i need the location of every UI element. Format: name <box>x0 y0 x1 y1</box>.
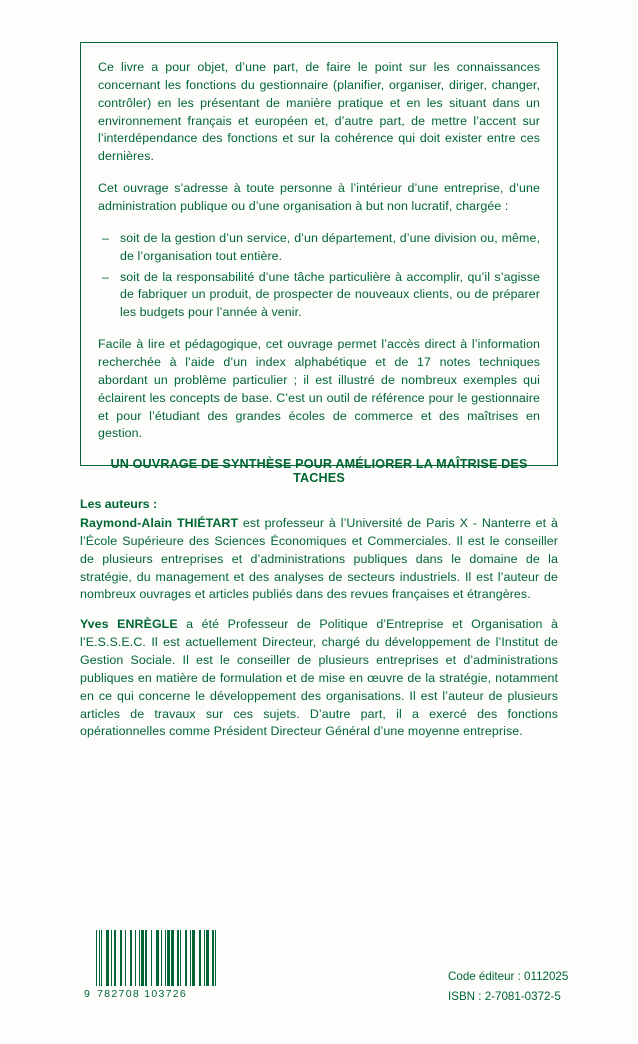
publisher-codes <box>448 967 568 1008</box>
barcode-area <box>84 930 234 1000</box>
authors-section <box>80 497 558 753</box>
tagline: UN OUVRAGE DE SYNTHÈSE POUR AMÉLIORER LA MAÎTRISE DES TACHES <box>110 457 528 486</box>
barcode-number: 782708 103726 <box>97 988 188 1000</box>
barcode-digits <box>84 988 234 1000</box>
dash-icon: – <box>102 269 109 284</box>
abstract-content <box>81 43 557 485</box>
author-bio-first <box>80 515 558 604</box>
author-name-first: Raymond-Alain THIÉTART <box>80 516 239 530</box>
abstract-paragraph-2: Cet ouvrage s’adresse à toute personne à l’intérieur d’une entreprise, d’une administration publique ou d’une organisation à but non lucratif, chargée : <box>98 181 540 214</box>
author-bio-first-text: est professeur à l’Université de Paris X - Nanterre et à l’École Supérieure des Sciences Économiques et Commerciales. Il est le conseiller de plusieurs entreprises et d’administrations publiques dans le domaine de la stratégie, du management et des analyses de secteurs industriels. Il est l’auteur de nombreux ouvrages et articles publiés dans des revues françaises et étrangères. <box>80 516 558 602</box>
abstract-closing-paragraph: Facile à lire et pédagogique, cet ouvrage permet l’accès direct à l’information recherchée à l’aide d’un index alphabétique et de 17 notes techniques abordant un problème particulier ; il est illustré de nombreux exemples qui éclairent les concepts de base. C’est un outil de référence pour le gestionnaire et pour l’étudiant des grandes écoles de commerce et des maîtrises en gestion. <box>98 337 540 441</box>
list-item <box>98 269 540 323</box>
abstract-paragraph-1: Ce livre a pour objet, d’une part, de faire le point sur les connaissances concernant les fonctions du gestionnaire (planifier, organiser, diriger, changer, contrôler) en les présentant de manière pratique et en les situant dans un environnement français et européen et, d’autre part, de mettre l’accent sur l’interdépendance des fonctions et sur la cohérence qui doit exister entre ces dernières. <box>98 60 540 164</box>
list-item-text: soit de la responsabilité d’une tâche particulière à accomplir, qu’il s’agisse de fabriquer un produit, de prospecter de nouveaux clients, ou de préparer les budgets pour l’année à venir. <box>120 269 540 320</box>
list-item-text: soit de la gestion d’un service, d’un département, d’une division ou, même, de l’organisation tout entière. <box>120 230 540 263</box>
abstract-bullet-list <box>98 230 540 322</box>
author-bio-second-text: a été Professeur de Politique d’Entreprise et Organisation à l’E.S.S.E.C. Il est actuellement Directeur, chargé du développement de l’Institut de Gestion Sociale. Il est le conseiller de plusieurs entreprises et d’administrations publiques en matière de formulation et de mise en œuvre de la stratégie, notamment en ce qui concerne le développement des organisations. Il est l’auteur de plusieurs articles de travaux sur ces sujets. D’autre part, il a exercé des fonctions opérationnelles comme Président Directeur Général d’une moyenne entreprise. <box>80 617 558 739</box>
list-item <box>98 230 540 266</box>
author-bio-second <box>80 616 558 741</box>
authors-heading: Les auteurs : <box>80 497 158 511</box>
barcode-lead-digit: 9 <box>84 988 92 1000</box>
editor-code: Code éditeur : 0112025 <box>448 970 569 983</box>
author-name-second: Yves ENRÈGLE <box>80 617 178 632</box>
barcode-image <box>96 930 234 986</box>
dash-icon: – <box>102 230 109 245</box>
isbn-code: ISBN : 2-7081-0372-5 <box>448 990 561 1004</box>
abstract-box <box>80 42 558 486</box>
